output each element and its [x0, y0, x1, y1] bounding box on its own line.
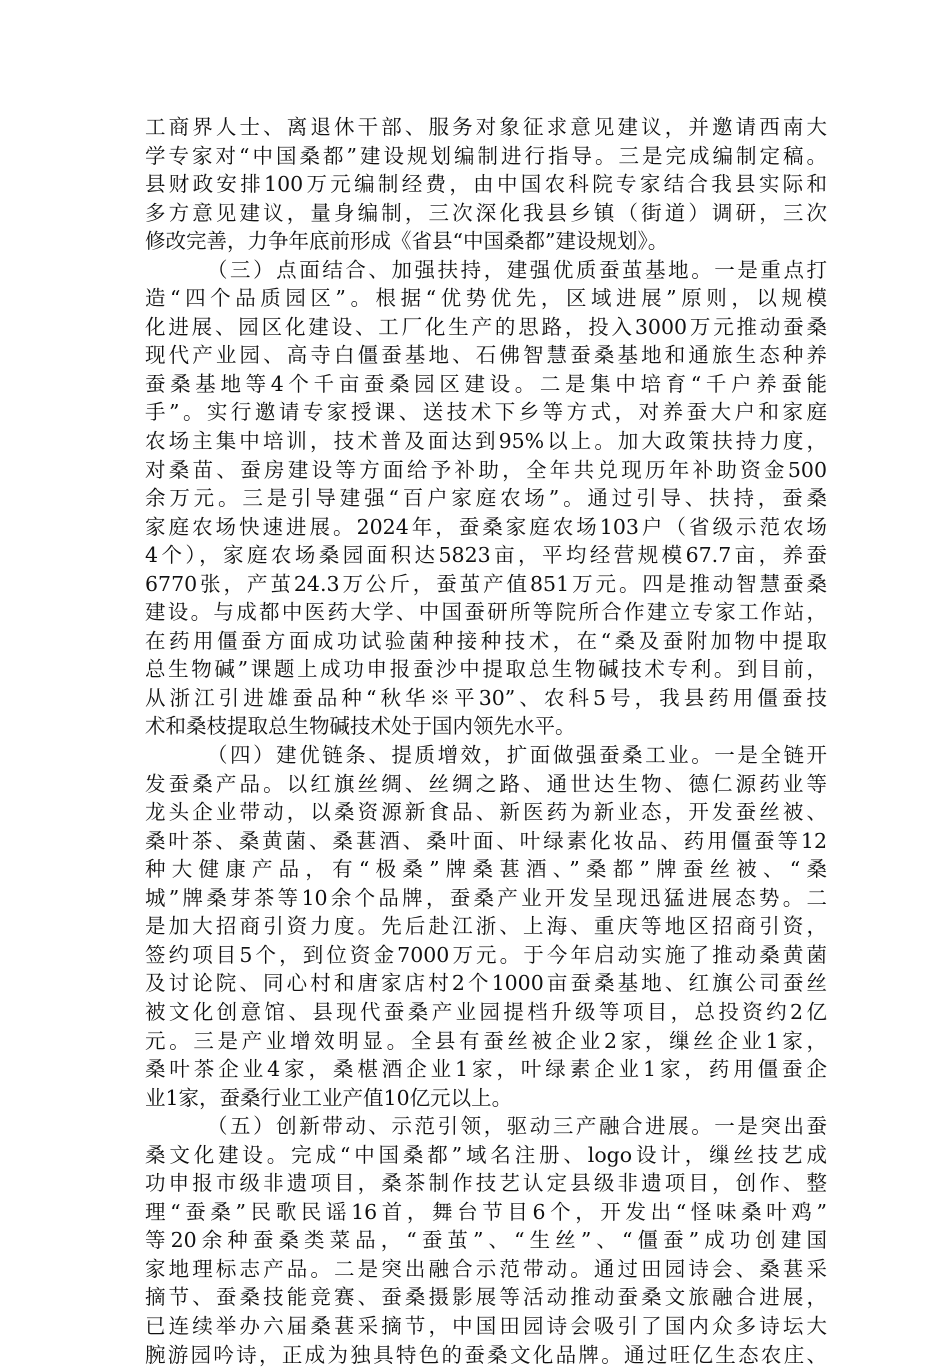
- text-line: 桑文化建设。完成“中国桑都”域名注册、logo设计，缫丝技艺成: [145, 1142, 827, 1167]
- text-line: 学专家对“中国桑都”建设规划编制进行指导。三是完成编制定稿。: [145, 143, 827, 168]
- text-line: 多方意见建议，量身编制，三次深化我县乡镇（街道）调研，三次: [145, 200, 827, 225]
- text-line: 总生物碱”课题上成功申报蚕沙中提取总生物碱技术专利。到目前，: [145, 657, 827, 682]
- text-line: 从浙江引进雄蚕品种“秋华※平30”、农科5号，我县药用僵蚕技: [145, 685, 827, 710]
- text-line: 工商界人士、离退休干部、服务对象征求意见建议，并邀请西南大: [145, 115, 827, 139]
- text-line: 造“四个品质园区”。根据“优势优先，区域进展”原则，以规模: [145, 286, 827, 311]
- text-line: 签约项目5个，到位资金7000万元。于今年启动实施了推动桑黄菌: [145, 942, 827, 967]
- text-line: 余万元。三是引导建强“百户家庭农场”。通过引导、扶持，蚕桑: [145, 486, 827, 511]
- text-line: 已连续举办六届桑葚采摘节，中国田园诗会吸引了国内众多诗坛大: [145, 1313, 827, 1338]
- text-line: 家庭农场快速进展。2024年，蚕桑家庭农场103户（省级示范农场: [145, 514, 827, 539]
- text-line: 元。三是产业增效明显。全县有蚕丝被企业2家，缫丝企业1家，: [145, 1028, 827, 1053]
- text-line: 家地理标志产品。二是突出融合示范带动。通过田园诗会、桑葚采: [145, 1256, 827, 1281]
- text-line: 种大健康产品，有“极桑”牌桑葚酒、”桑都”牌蚕丝被、“桑: [145, 857, 827, 882]
- text-line: 蚕桑基地等4个千亩蚕桑园区建设。二是集中培育“千户养蚕能: [145, 371, 827, 396]
- text-line: 手”。实行邀请专家授课、送技术下乡等方式，对养蚕大户和家庭: [145, 400, 827, 425]
- text-line: 在药用僵蚕方面成功试验菌种接种技术，在“桑及蚕附加物中提取: [145, 628, 827, 653]
- text-line: 农场主集中培训，技术普及面达到95%以上。加大政策扶持力度，: [145, 429, 827, 454]
- text-line: 被文化创意馆、县现代蚕桑产业园提档升级等项目，总投资约2亿: [145, 999, 827, 1024]
- text-line: 建设。与成都中医药大学、中国蚕研所等院所合作建立专家工作站，: [145, 600, 827, 625]
- text-line: 术和桑枝提取总生物碱技术处于国内领先水平。: [145, 714, 576, 739]
- text-line: 理“蚕桑”民歌民谣16首，舞台节目6个，开发出“怪味桑叶鸡”: [145, 1199, 827, 1224]
- text-line: （五）创新带动、示范引领，驱动三产融合进展。一是突出蚕: [207, 1114, 827, 1139]
- text-line: 龙头企业带动，以桑资源新食品、新医药为新业态，开发蚕丝被、: [145, 800, 827, 825]
- text-line: 功申报市级非遗项目，桑茶制作技艺认定县级非遗项目，创作、整: [145, 1171, 827, 1196]
- text-line: 桑叶茶企业4家，桑椹酒企业1家，叶绿素企业1家，药用僵蚕企: [145, 1057, 827, 1082]
- text-line: （三）点面结合、加强扶持，建强优质蚕茧基地。一是重点打: [207, 257, 827, 282]
- text-line: 发蚕桑产品。以红旗丝绸、丝绸之路、通世达生物、德仁源药业等: [145, 771, 827, 796]
- text-line: 摘节、蚕桑技能竞赛、蚕桑摄影展等活动推动蚕桑文旅融合进展，: [145, 1285, 827, 1310]
- text-line: 修改完善，力争年底前形成《省县“中国桑都”建设规划》。: [145, 229, 669, 254]
- text-line: 业1家，蚕桑行业工业产值10亿元以上。: [145, 1085, 513, 1110]
- text-line: （四）建优链条、提质增效，扩面做强蚕桑工业。一是全链开: [207, 743, 827, 768]
- text-line: 现代产业园、高寺白僵蚕基地、石佛智慧蚕桑基地和通旅生态种养: [145, 343, 827, 368]
- text-line: 对桑苗、蚕房建设等方面给予补助，全年共兑现历年补助资金500: [145, 457, 827, 482]
- text-line: 城”牌桑芽茶等10余个品牌，蚕桑产业开发呈现迅猛进展态势。二: [145, 885, 827, 910]
- text-line: 腕游园吟诗，正成为独具特色的蚕桑文化品牌。通过旺亿生态农庄、: [145, 1342, 827, 1367]
- document-body: [145, 113, 827, 1369]
- text-line: 4个），家庭农场桑园面积达5823亩，平均经营规模67.7亩，养蚕: [145, 543, 827, 568]
- text-line: 县财政安排100万元编制经费，由中国农科院专家结合我县实际和: [145, 172, 827, 197]
- text-line: 等20余种蚕桑类菜品，“蚕茧”、“生丝”、“僵蚕”成功创建国: [145, 1228, 827, 1253]
- text-line: 化进展、园区化建设、工厂化生产的思路，投入3000万元推动蚕桑: [145, 314, 827, 339]
- text-line: 及讨论院、同心村和唐家店村2个1000亩蚕桑基地、红旗公司蚕丝: [145, 971, 827, 996]
- text-line: 是加大招商引资力度。先后赴江浙、上海、重庆等地区招商引资，: [145, 914, 827, 939]
- text-line: 6770张，产茧24.3万公斤，蚕茧产值851万元。四是推动智慧蚕桑: [145, 571, 827, 596]
- text-line: 桑叶茶、桑黄菌、桑葚酒、桑叶面、叶绿素化妆品、药用僵蚕等12: [145, 828, 827, 853]
